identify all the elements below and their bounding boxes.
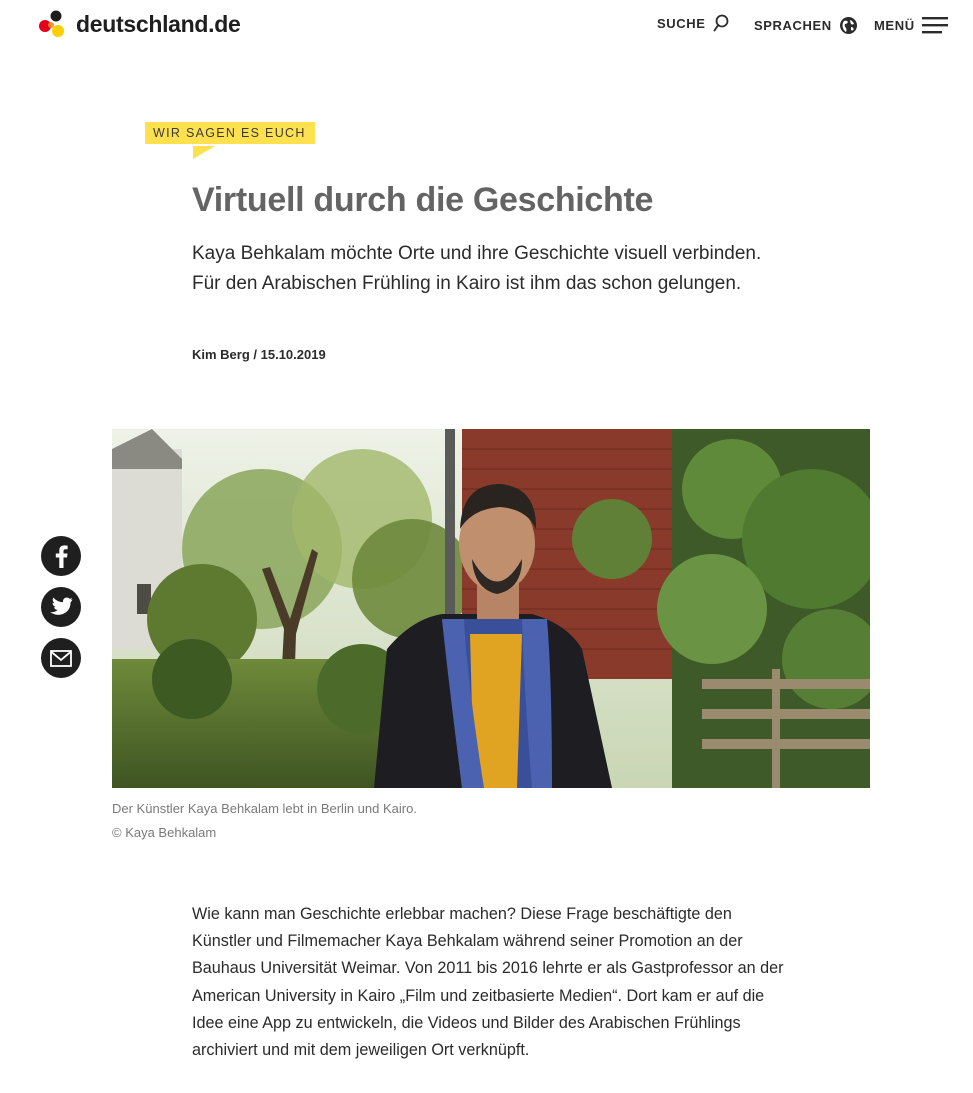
twitter-share-button[interactable] [41,587,81,627]
article-lead: Kaya Behkalam möchte Orte und ihre Geschichte visuell verbinden. Für den Arabischen Frühling in Kairo ist ihm das schon gelungen. [192,243,762,294]
image-credit: © Kaya Behkalam [112,825,217,840]
search-icon [713,14,729,32]
search-label: SUCHE [657,15,706,31]
article-byline: Kim Berg / 15.10.2019 [192,347,326,362]
portrait-photo [112,429,870,788]
hamburger-icon [922,15,948,35]
facebook-icon [52,544,70,568]
article-body-paragraph: Wie kann man Geschichte erlebbar machen? Diese Frage beschäftigte den Künstler und Filmemacher Kaya Behkalam während seiner Promotion an der Bauhaus Universität Weimar. Von 2011 bis 2016 lehrte er als Gastprofessor an der American University in Kairo „Film und zeitbasierte Medien“. Dort kam er auf die Idee eine App zu entwickeln, die Videos und Bilder des Arabischen Frühlings archiviert und mit dem jeweiligen Ort verknüpft. [192,905,784,1060]
languages-label: SPRACHEN [754,18,832,33]
globe-icon [839,16,858,35]
languages-button[interactable] [754,14,858,35]
facebook-share-button[interactable] [41,536,81,576]
logo-icon [36,8,68,40]
twitter-icon [49,597,73,617]
menu-label: MENÜ [874,18,915,33]
menu-button[interactable] [874,14,948,35]
image-caption: Der Künstler Kaya Behkalam lebt in Berlin und Kairo. [112,801,417,816]
logo-text: deutschland.de [76,10,241,37]
article-title: Virtuell durch die Geschichte [192,181,654,219]
category-kicker[interactable] [145,122,315,144]
kicker-label: WIR SAGEN ES EUCH [145,122,315,144]
email-share-button[interactable] [41,638,81,678]
search-button[interactable] [657,14,729,32]
mail-icon [50,650,72,667]
site-logo[interactable] [36,8,241,40]
kicker-tail [193,146,215,159]
article-hero-image [112,429,870,788]
site-header [0,0,973,52]
social-share-bar [41,536,81,678]
image-caption-block [112,797,417,845]
